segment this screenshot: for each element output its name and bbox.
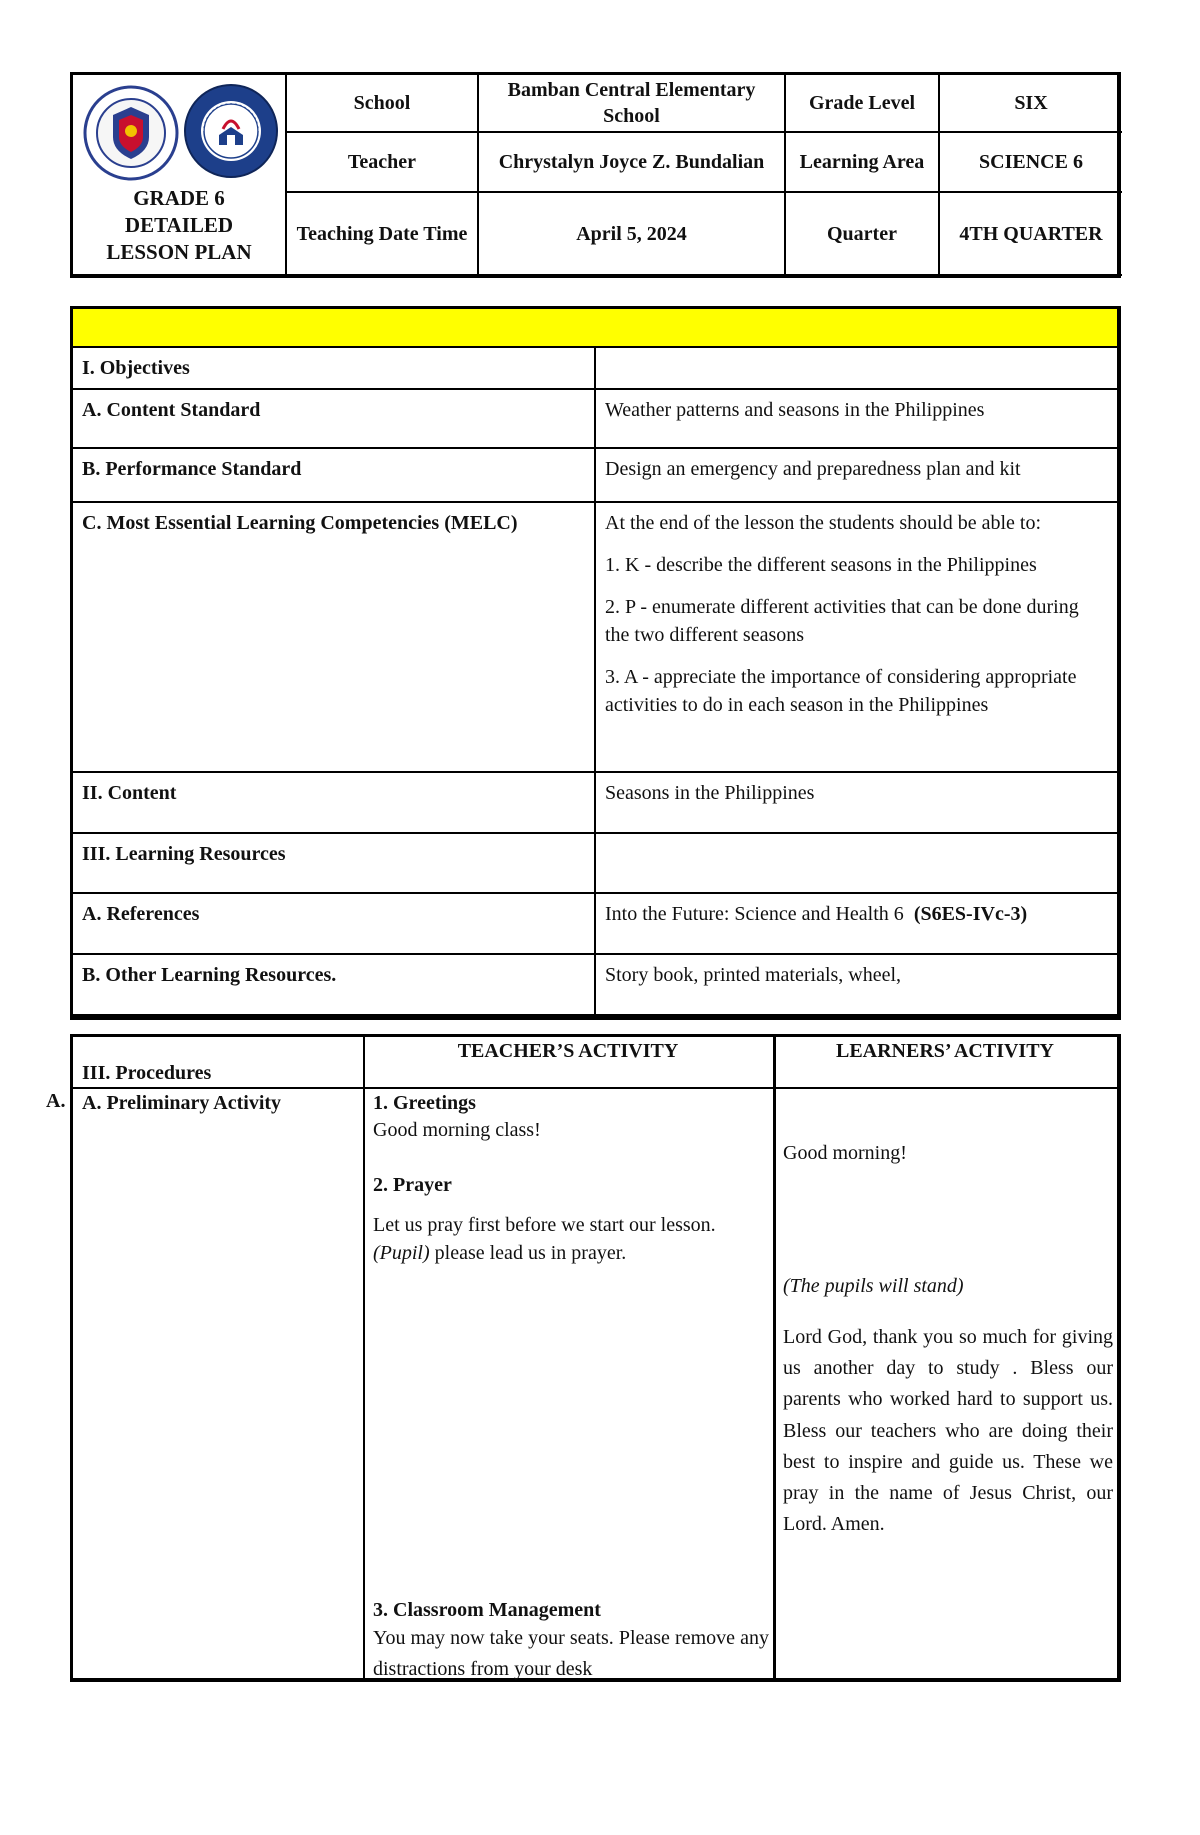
melc-item-a: 3. A - appreciate the importance of considering appropriate activities to do in each season in the Philippines bbox=[605, 666, 1077, 716]
content-standard-value: Weather patterns and seasons in the Philippines bbox=[595, 389, 1117, 448]
other-resources-row bbox=[73, 954, 1117, 1015]
content-label: II. Content bbox=[73, 772, 595, 833]
lesson-plan-title: GRADE 6 DETAILED LESSON PLAN bbox=[106, 186, 252, 264]
learners-activity-header: LEARNERS’ ACTIVITY bbox=[835, 1040, 1054, 1062]
header-row-date bbox=[286, 192, 1122, 275]
prayer-text-pupil: (Pupil) bbox=[373, 1242, 430, 1264]
prayer-text bbox=[373, 1211, 768, 1267]
learner-prayer: Lord God, thank you so much for giving us another day to study . Bless our parents who worked hard to support us. Bless our teachers who are doing their best to inspire and guide us. These we pray in the name of Jesus Christ, our Lord. Amen. bbox=[783, 1326, 1113, 1536]
learning-area-value: SCIENCE 6 bbox=[939, 132, 1122, 192]
grade-level-value: SIX bbox=[939, 75, 1122, 132]
side-mark: A. bbox=[46, 1090, 66, 1112]
procedures-header: III. Procedures bbox=[82, 1062, 212, 1084]
header-info-table bbox=[285, 75, 1122, 276]
teaching-date-label: Teaching Date Time bbox=[286, 192, 478, 275]
melc-item-k: 1. K - describe the different seasons in the Philippines bbox=[605, 554, 1037, 576]
references-row bbox=[73, 893, 1117, 954]
melc-row bbox=[73, 502, 1117, 772]
quarter-label: Quarter bbox=[785, 192, 939, 275]
grade-level-label: Grade Level bbox=[785, 75, 939, 132]
logo-cell bbox=[73, 75, 285, 274]
lesson-plan-header bbox=[70, 72, 1121, 278]
references-code: (S6ES-IVc-3) bbox=[913, 903, 1028, 925]
classroom-management-text: You may now take your seats. Please remove any distractions from your desk bbox=[373, 1627, 769, 1680]
prayer-text-2: please lead us in prayer. bbox=[434, 1242, 627, 1264]
classroom-management-title: 3. Classroom Management bbox=[373, 1599, 601, 1621]
learning-resources-label: III. Learning Resources bbox=[73, 833, 595, 893]
other-resources-label: B. Other Learning Resources. bbox=[73, 954, 595, 1015]
learner-stand-note: (The pupils will stand) bbox=[783, 1275, 964, 1297]
content-row bbox=[73, 772, 1117, 833]
prayer-title: 2. Prayer bbox=[373, 1174, 452, 1196]
teaching-date-value: April 5, 2024 bbox=[478, 192, 785, 275]
content-standard-label: A. Content Standard bbox=[73, 389, 595, 448]
melc-intro: At the end of the lesson the students should be able to: bbox=[605, 512, 1042, 534]
teacher-value: Chrystalyn Joyce Z. Bundalian bbox=[478, 132, 785, 192]
objectives-label: I. Objectives bbox=[73, 347, 595, 389]
performance-standard-label: B. Performance Standard bbox=[73, 448, 595, 502]
greetings-title: 1. Greetings bbox=[373, 1092, 476, 1114]
deped-seal-icon bbox=[83, 85, 179, 181]
teacher-label: Teacher bbox=[286, 132, 478, 192]
procedures-column bbox=[73, 1037, 365, 1678]
teacher-activity-header: TEACHER’S ACTIVITY bbox=[457, 1040, 679, 1062]
greetings-text: Good morning class! bbox=[373, 1119, 541, 1141]
header-row-teacher bbox=[286, 132, 1122, 192]
performance-standard-value: Design an emergency and preparedness plan and kit bbox=[595, 448, 1117, 502]
learner-greeting: Good morning! bbox=[783, 1142, 907, 1164]
quarter-value: 4TH QUARTER bbox=[939, 192, 1122, 275]
highlight-bar bbox=[73, 309, 1117, 347]
header-row-school bbox=[286, 75, 1122, 132]
references-label: A. References bbox=[73, 893, 595, 954]
other-resources-value: Story book, printed materials, wheel, bbox=[595, 954, 1117, 1015]
objectives-table bbox=[70, 306, 1121, 1020]
preliminary-activity-label: A. Preliminary Activity bbox=[82, 1092, 282, 1114]
procedures-table bbox=[70, 1034, 1121, 1682]
references-text: Into the Future: Science and Health 6 bbox=[605, 903, 904, 925]
melc-value bbox=[595, 502, 1117, 772]
objectives-value bbox=[595, 347, 1117, 389]
content-standard-row bbox=[73, 389, 1117, 448]
prayer-text-1: Let us pray first before we start our lesson. bbox=[373, 1214, 716, 1236]
content-value: Seasons in the Philippines bbox=[595, 772, 1117, 833]
objectives-row bbox=[73, 347, 1117, 389]
school-label: School bbox=[286, 75, 478, 132]
learning-resources-row bbox=[73, 833, 1117, 893]
performance-standard-row bbox=[73, 448, 1117, 502]
melc-item-p: 2. P - enumerate different activities that can be done during the two different seasons bbox=[605, 596, 1079, 646]
college-of-education-seal-icon bbox=[183, 83, 279, 179]
school-value: Bamban Central Elementary School bbox=[478, 75, 785, 132]
highlight-cell bbox=[73, 309, 1117, 347]
learning-area-label: Learning Area bbox=[785, 132, 939, 192]
references-value bbox=[595, 893, 1117, 954]
melc-label: C. Most Essential Learning Competencies (MELC) bbox=[73, 502, 595, 772]
learning-resources-value bbox=[595, 833, 1117, 893]
